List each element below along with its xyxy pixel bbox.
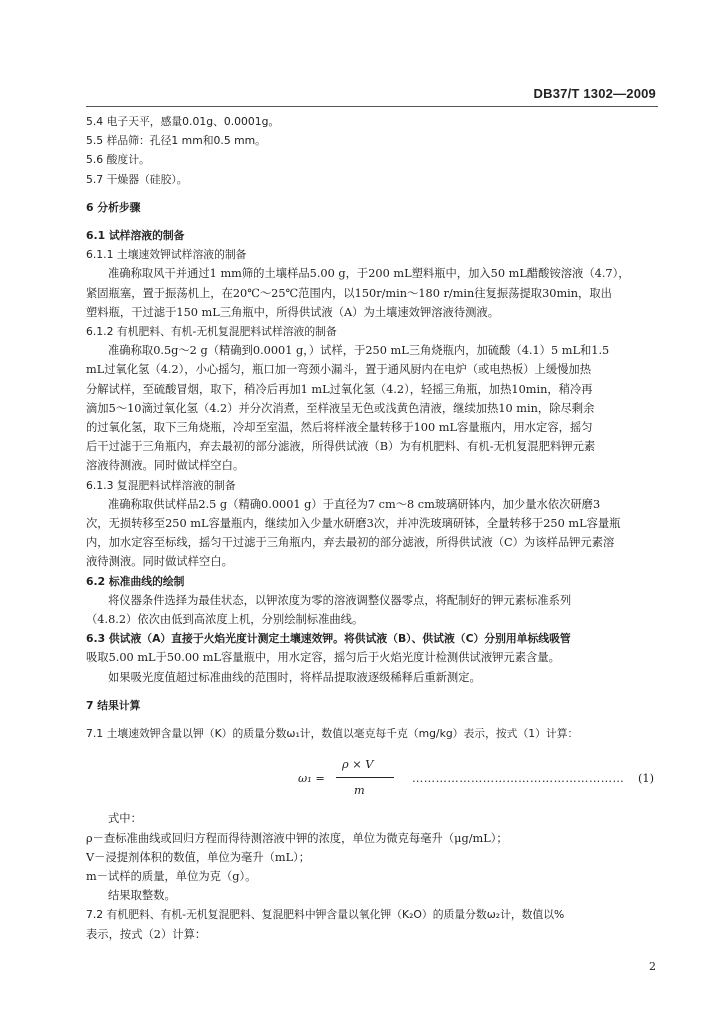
section-heading: 6.3 供试液（A）直接于火焰光度计测定土壤速效钾。将供试液（B）、供试液（C）分别用单标线吸管 — [86, 632, 571, 646]
text-line: 结果取整数。 — [108, 889, 176, 903]
text-line: 表示，按式（2）计算： — [86, 927, 207, 941]
text-line: 紧固瓶塞，置于振荡机上，在20℃～25℃范围内，以150r/min～180 r/min往复振荡提取30min，取出 — [86, 286, 612, 300]
formula-number: (1) — [637, 772, 654, 786]
spacer — [86, 687, 658, 696]
spacer — [86, 715, 658, 724]
spacer — [86, 217, 658, 226]
text-line: mL过氧化氢（4.2），小心摇匀，瓶口加一弯颈小漏斗，置于通风厨内在电炉（或电热板）上缓慢加热 — [86, 363, 592, 377]
section-heading: 6 分析步骤 — [86, 200, 141, 214]
text-line: 准确称取供试样品2.5 g（精确0.0001 g）于直径为7 cm～8 cm玻璃研钵内，加少量水依次研磨3 — [108, 497, 601, 511]
text-line: 塑料瓶，干过滤于150 mL三角瓶中，所得供试液（A）为土壤速效钾溶液待测液。 — [86, 305, 500, 319]
text-line: 5.4 电子天平，感量0.01g、0.0001g。 — [86, 115, 280, 128]
text-line: 后干过滤于三角瓶内，弃去最初的部分滤液，所得供试液（B）为有机肥料、有机-无机复混肥料钾元素 — [86, 440, 596, 454]
document-body — [86, 112, 658, 944]
fraction-bar — [336, 777, 394, 778]
section-heading: 7 结果计算 — [86, 698, 141, 712]
text-line: 内，加水定容至标线，摇匀干过滤于三角瓶内，弃去最初的部分滤液，所得供试液（C）为该样品钾元素溶 — [86, 536, 615, 550]
text-line: V－浸提剂体积的数值，单位为毫升（mL）； — [86, 850, 311, 864]
text-line: 5.7 干燥器（硅胶）。 — [86, 172, 188, 186]
text-line: 分解试样，至硫酸冒烟，取下，稍冷后再加1 mL过氧化氢（4.2），轻摇三角瓶，加热10min，稍冷再 — [86, 382, 593, 396]
text-line: 滴加5～10滴过氧化氢（4.2）并分次消煮，至样液呈无色或浅黄色清液，继续加热10 min，除尽剩余 — [86, 401, 595, 415]
formula-numerator: ρ × V — [342, 758, 374, 772]
standard-number: DB37/T 1302—2009 — [533, 86, 656, 101]
text-line: 次，无损转移至250 mL容量瓶内，继续加入少量水研磨3次，并冲洗玻璃研钵，全量转移于250 mL容量瓶 — [86, 517, 621, 531]
section-heading: 6.1 试样溶液的制备 — [86, 229, 185, 243]
text-line: 6.1.3 复混肥料试样溶液的制备 — [86, 478, 236, 492]
text-line: 吸取5.00 mL于50.00 mL容量瓶中，用水定容，摇匀后于火焰光度计检测供试液钾元素含量。 — [86, 651, 560, 665]
spacer — [86, 189, 658, 198]
text-line: 式中： — [108, 812, 142, 826]
text-line: ρ－查标准曲线或回归方程而得待测溶液中钾的浓度，单位为微克每毫升（μg/mL）； — [86, 831, 508, 845]
text-line: 5.5 样品筛：孔径1 mm和0.5 mm。 — [86, 134, 266, 148]
section-heading: 6.2 标准曲线的绘制 — [86, 574, 185, 588]
text-line: 如果吸光度值超过标准曲线的范围时，将样品提取液逐级稀释后重新测定。 — [108, 670, 481, 684]
text-line: 7.1 土壤速效钾含量以钾（K）的质量分数ω₁计，数值以毫克每千克（mg/kg）表示，按式（1）计算： — [86, 727, 579, 741]
text-line: （4.8.2）依次由低到高浓度上机，分别绘制标准曲线。 — [86, 613, 364, 627]
formula-denominator: m — [354, 784, 365, 798]
text-line: 6.1.1 土壤速效钾试样溶液的制备 — [86, 248, 247, 262]
text-line: 准确称取风干并通过1 mm筛的土壤样品5.00 g，于200 mL塑料瓶中，加入50 mL醋酸铵溶液（4.7）， — [108, 267, 630, 281]
text-line: 液待测液。同时做试样空白。 — [86, 555, 233, 569]
text-line: 5.6 酸度计。 — [86, 153, 150, 167]
page-number: 2 — [649, 960, 656, 973]
text-line: 将仪器条件选择为最佳状态，以钾浓度为零的溶液调整仪器零点，将配制好的钾元素标准系列 — [108, 593, 572, 607]
text-line: 溶液待测液。同时做试样空白。 — [86, 459, 245, 473]
header-rule — [86, 106, 658, 107]
formula-1 — [86, 747, 658, 809]
text-line: m－试样的质量，单位为克（g）。 — [86, 869, 257, 883]
text-line: 的过氧化氢，取下三角烧瓶，冷却至室温，然后将样液全量转移于100 mL容量瓶内，用水定容，摇匀 — [86, 421, 593, 435]
formula-lhs: ω₁ = — [298, 772, 325, 786]
text-line: 6.1.2 有机肥料、有机-无机复混肥料试样溶液的制备 — [86, 325, 337, 339]
text-line: 准确称取0.5g～2 g（精确到0.0001 g，）试样，于250 mL三角烧瓶内，加硫酸（4.1）5 mL和1.5 — [108, 344, 610, 358]
text-line: 7.2 有机肥料、有机-无机复混肥料、复混肥料中钾含量以氧化钾（K₂O）的质量分数ω₂计，数值以% — [86, 908, 565, 922]
formula-leader-dots: ……………………………………………… — [412, 772, 625, 786]
